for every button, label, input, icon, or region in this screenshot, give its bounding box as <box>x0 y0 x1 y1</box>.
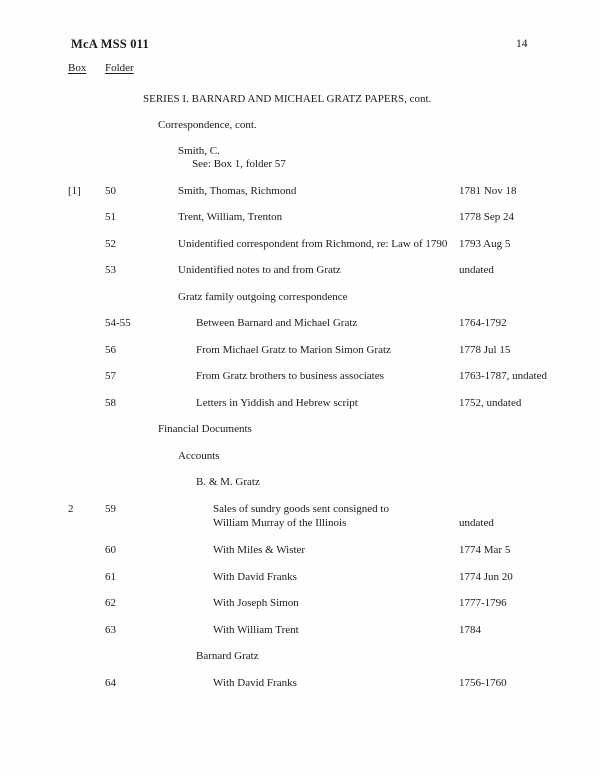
column-header-box: Box <box>68 62 87 74</box>
entry-title: With Joseph Simon <box>213 597 299 609</box>
entry-date: undated <box>459 264 494 276</box>
folder-number: 54-55 <box>105 317 131 329</box>
table-row <box>0 624 600 640</box>
entry-date: 1781 Nov 18 <box>459 185 517 197</box>
folder-number: 56 <box>105 344 116 356</box>
entry-title: Smith, Thomas, Richmond <box>178 185 297 197</box>
entry-title: Sales of sundry goods sent consigned to <box>213 503 389 515</box>
entry-date: 1763-1787, undated <box>459 370 547 382</box>
entry-date: 1774 Jun 20 <box>459 571 513 583</box>
table-row <box>0 397 600 413</box>
entry-title: Trent, William, Trenton <box>178 211 283 223</box>
subsection-heading-row <box>0 145 600 170</box>
entry-date: 1778 Sep 24 <box>459 211 514 223</box>
box-number: [1] <box>68 185 81 197</box>
entry-date: 1752, undated <box>459 397 522 409</box>
entry-date: 1784 <box>459 624 481 636</box>
sub-subsection-heading: B. & M. Gratz <box>196 476 260 488</box>
table-row <box>0 344 600 360</box>
folder-number: 61 <box>105 571 116 583</box>
column-header-folder: Folder <box>105 62 134 74</box>
folder-number: 60 <box>105 544 116 556</box>
entry-title: With Miles & Wister <box>213 544 306 556</box>
table-row <box>0 544 600 560</box>
table-row <box>0 677 600 693</box>
entry-date: 1793 Aug 5 <box>459 238 511 250</box>
folder-number: 52 <box>105 238 116 250</box>
entry-title: With David Franks <box>213 677 297 689</box>
sub-subsection-heading: Barnard Gratz <box>196 650 259 662</box>
folder-number: 53 <box>105 264 116 276</box>
subsection-heading: Gratz family outgoing correspondence <box>178 291 348 303</box>
table-row <box>0 370 600 386</box>
section-heading-row <box>0 119 600 135</box>
folder-number: 62 <box>105 597 116 609</box>
entry-title: With David Franks <box>213 571 297 583</box>
entry-title: Unidentified notes to and from Gratz <box>178 264 341 276</box>
collection-id: McA MSS 011 <box>71 37 149 51</box>
folder-number: 64 <box>105 677 116 689</box>
section-heading-row <box>0 423 600 439</box>
folder-number: 58 <box>105 397 116 409</box>
folder-number: 50 <box>105 185 116 197</box>
entry-title: Between Barnard and Michael Gratz <box>196 317 358 329</box>
entry-title: Unidentified correspondent from Richmond, re: Law of 1790 <box>178 238 448 250</box>
entry-title: With William Trent <box>213 624 299 636</box>
folder-number: 57 <box>105 370 116 382</box>
entry-title: From Gratz brothers to business associates <box>196 370 384 382</box>
entry-title-line2: William Murray of the Illinois <box>213 517 347 529</box>
entry-title: From Michael Gratz to Marion Simon Gratz <box>196 344 391 356</box>
box-number: 2 <box>68 503 74 515</box>
series-heading-row <box>0 93 600 109</box>
subsection-heading-row <box>0 450 600 466</box>
folder-number: 63 <box>105 624 116 636</box>
table-row <box>0 185 600 201</box>
subsection-heading: Smith, C. <box>178 145 220 157</box>
subsection-heading-row <box>0 291 600 307</box>
cross-reference-note: See: Box 1, folder 57 <box>192 158 286 170</box>
table-row <box>0 503 600 529</box>
subsection-heading: Accounts <box>178 450 220 462</box>
entry-date: 1778 Jul 15 <box>459 344 511 356</box>
page-number: 14 <box>516 38 528 50</box>
table-row <box>0 211 600 227</box>
folder-number: 51 <box>105 211 116 223</box>
entry-date: 1777-1796 <box>459 597 507 609</box>
entry-date: 1764-1792 <box>459 317 507 329</box>
table-row <box>0 571 600 587</box>
section-heading: Correspondence, cont. <box>158 119 257 131</box>
sub-subsection-heading-row <box>0 476 600 492</box>
entry-title: Letters in Yiddish and Hebrew script <box>196 397 358 409</box>
entry-date: 1774 Mar 5 <box>459 544 511 556</box>
table-row <box>0 317 600 333</box>
sub-subsection-heading-row <box>0 650 600 666</box>
table-row <box>0 238 600 254</box>
entry-date: 1756-1760 <box>459 677 507 689</box>
table-row <box>0 264 600 280</box>
folder-number: 59 <box>105 503 116 515</box>
table-row <box>0 597 600 613</box>
entry-date: undated <box>459 517 494 529</box>
section-heading: Financial Documents <box>158 423 252 435</box>
series-heading: SERIES I. BARNARD AND MICHAEL GRATZ PAPERS, cont. <box>143 93 432 105</box>
